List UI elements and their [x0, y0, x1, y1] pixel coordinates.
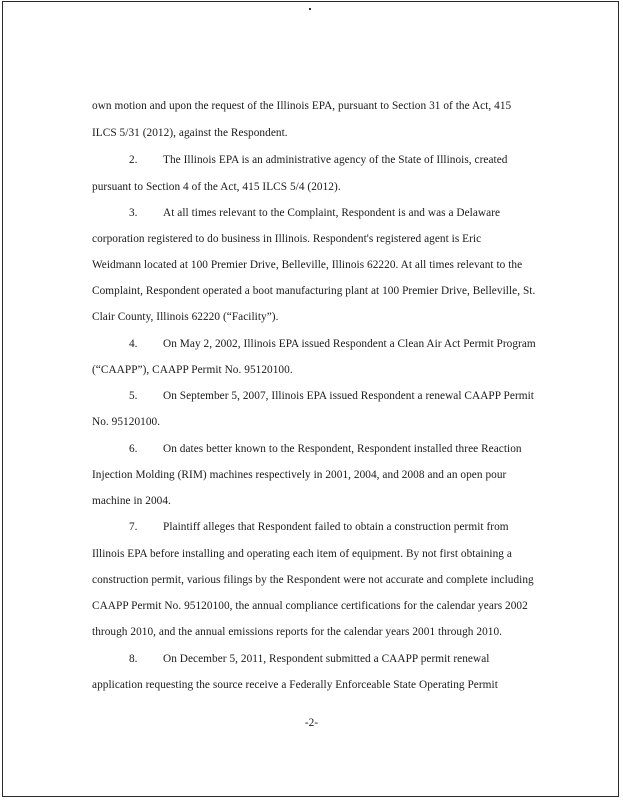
paragraph-7-line-1: Plaintiff alleges that Respondent failed to obtain a construction permit from — [163, 521, 509, 533]
paragraph-7-line-4: CAAPP Permit No. 95120100, the annual compliance certifications for the calendar years 2002 — [92, 600, 528, 612]
page-number: -2- — [304, 717, 319, 729]
paragraph-5-line-2: No. 95120100. — [92, 416, 161, 428]
paragraph-3-line-4: Complaint, Respondent operated a boot manufacturing plant at 100 Premier Drive, Belleville, St. — [92, 285, 536, 297]
paragraph-6-number: 6. — [129, 443, 138, 455]
paragraph-3-line-3: Weidmann located at 100 Premier Drive, Belleville, Illinois 62220. At all times relevant to the — [92, 259, 523, 271]
paragraph-2-number: 2. — [129, 154, 138, 166]
paragraph-2-line-2: pursuant to Section 4 of the Act, 415 ILCS 5/4 (2012). — [92, 181, 341, 193]
paragraph-3-line-1: At all times relevant to the Complaint, Respondent is and was a Delaware — [163, 207, 501, 219]
paragraph-3-line-2: corporation registered to do business in Illinois. Respondent's registered agent is Eric — [92, 233, 482, 245]
paragraph-7-line-5: through 2010, and the annual emissions reports for the calendar years 2001 through 2010. — [92, 626, 503, 638]
paragraph-5-line-1: On September 5, 2007, Illinois EPA issued Respondent a renewal CAAPP Permit — [163, 390, 534, 402]
paragraph-8-line-1: On December 5, 2011, Respondent submitted a CAAPP permit renewal — [163, 653, 490, 665]
paragraph-4-number: 4. — [129, 338, 138, 350]
document-page — [2, 1, 619, 797]
paragraph-8-number: 8. — [129, 653, 138, 665]
paragraph-5-number: 5. — [129, 390, 138, 402]
paragraph-6-line-3: machine in 2004. — [92, 495, 171, 507]
paragraph-3-line-5: Clair County, Illinois 62220 (“Facility”). — [92, 311, 279, 323]
paragraph-2-line-1: The Illinois EPA is an administrative agency of the State of Illinois, created — [163, 154, 508, 166]
paragraph-3-number: 3. — [129, 207, 138, 219]
paragraph-6-line-2: Injection Molding (RIM) machines respectively in 2001, 2004, and 2008 and an open pour — [92, 469, 507, 481]
paragraph-1-line-2: ILCS 5/31 (2012), against the Respondent. — [92, 127, 288, 139]
paragraph-7-line-2: Illinois EPA before installing and operating each item of equipment. By not first obtaining a — [92, 548, 512, 560]
paragraph-1-line-1: own motion and upon the request of the Illinois EPA, pursuant to Section 31 of the Act, 415 — [92, 100, 512, 112]
paragraph-4-line-2: (“CAAPP”), CAAPP Permit No. 95120100. — [92, 364, 293, 376]
paragraph-6-line-1: On dates better known to the Respondent, Respondent installed three Reaction — [163, 443, 522, 455]
scan-mark — [309, 8, 311, 10]
paragraph-8-line-2: application requesting the source receive a Federally Enforceable State Operating Permit — [92, 679, 498, 691]
paragraph-4-line-1: On May 2, 2002, Illinois EPA issued Respondent a Clean Air Act Permit Program — [163, 338, 536, 350]
paragraph-7-line-3: construction permit, various filings by the Respondent were not accurate and complete including — [92, 574, 534, 586]
paragraph-7-number: 7. — [129, 521, 138, 533]
